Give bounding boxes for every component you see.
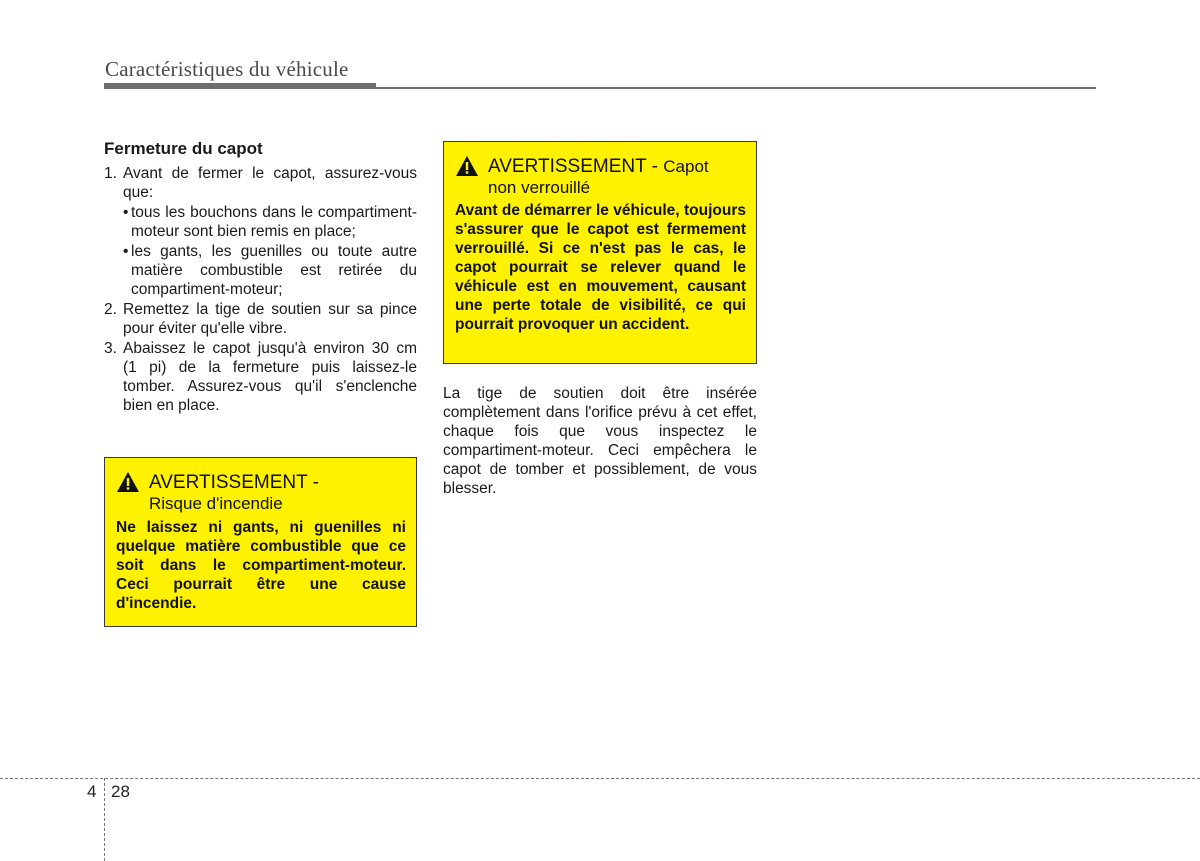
numbered-step-3 — [104, 339, 417, 415]
chapter-number: 4 — [87, 782, 97, 801]
step-number: 3. — [104, 340, 117, 357]
bullet-text: tous les bouchons dans le compartiment-moteur sont bien remis en place; — [131, 204, 417, 240]
hood-closing-section — [104, 139, 417, 416]
bullet-item-combustibles — [104, 242, 417, 299]
bullet-glyph: • — [123, 243, 129, 260]
warning-body: Avant de démarrer le véhicule, toujours s'assurer que le capot est fermement verrouillé. Si ce n'est pas le cas, le capot pourrait se relever quand le véhicule est en mouvement, causant une perte totale de visibilité, ce qui pourrait provoquer un accident. — [455, 202, 746, 333]
warning-box-hood-unlocked — [443, 141, 757, 364]
warning-triangle-icon — [455, 155, 479, 177]
step-text: Avant de fermer le capot, assurez-vous que: — [123, 165, 417, 201]
warning-box-fire-risk — [104, 457, 417, 627]
bullet-item-caps — [104, 203, 417, 241]
warning-title-line2: non verrouillé — [488, 178, 591, 197]
step-number: 1. — [104, 165, 117, 182]
bullet-text: les gants, les guenilles ou toute autre matière combustible est retirée du compartiment-moteur; — [131, 243, 417, 298]
step-text: Abaissez le capot jusqu'à environ 30 cm (1 pi) de la fermeture puis laissez-le tomber. Assurez-vous qu'il s'enclenche bien en place. — [123, 340, 417, 414]
warning-triangle-icon — [116, 471, 140, 493]
step-text: Remettez la tige de soutien sur sa pince pour éviter qu'elle vibre. — [123, 301, 417, 337]
warning-title-line1a: AVERTISSEMENT - — [488, 156, 658, 177]
numbered-step-2 — [104, 300, 417, 338]
warning-title-line1 — [488, 156, 709, 177]
step-number: 2. — [104, 301, 117, 318]
numbered-step-1 — [104, 164, 417, 202]
page-header-title: Caractéristiques du véhicule — [105, 57, 349, 81]
warning-title-line1: AVERTISSEMENT - — [149, 472, 319, 493]
bullet-glyph: • — [123, 204, 129, 221]
section-heading: Fermeture du capot — [104, 139, 263, 158]
header-rule-thin — [376, 87, 1096, 89]
warning-title-line1b: Capot — [663, 157, 709, 176]
warning-title — [455, 156, 746, 198]
footer-dashed-divider — [104, 778, 105, 861]
header-rule-thick — [104, 83, 376, 89]
warning-title-line2: Risque d'incendie — [149, 494, 283, 513]
warning-title — [116, 472, 406, 514]
footer-dashed-rule — [0, 778, 1200, 779]
support-rod-note: La tige de soutien doit être insérée complètement dans l'orifice prévu à cet effet, chaque fois que vous inspectez le compartiment-moteur. Ceci empêchera le capot de tomber et possiblement, de vous blesser. — [443, 385, 757, 497]
page-number: 28 — [111, 782, 130, 801]
warning-body: Ne laissez ni gants, ni guenilles ni quelque matière combustible que ce soit dans le compartiment-moteur. Ceci pourrait être une cause d'incendie. — [116, 519, 406, 612]
